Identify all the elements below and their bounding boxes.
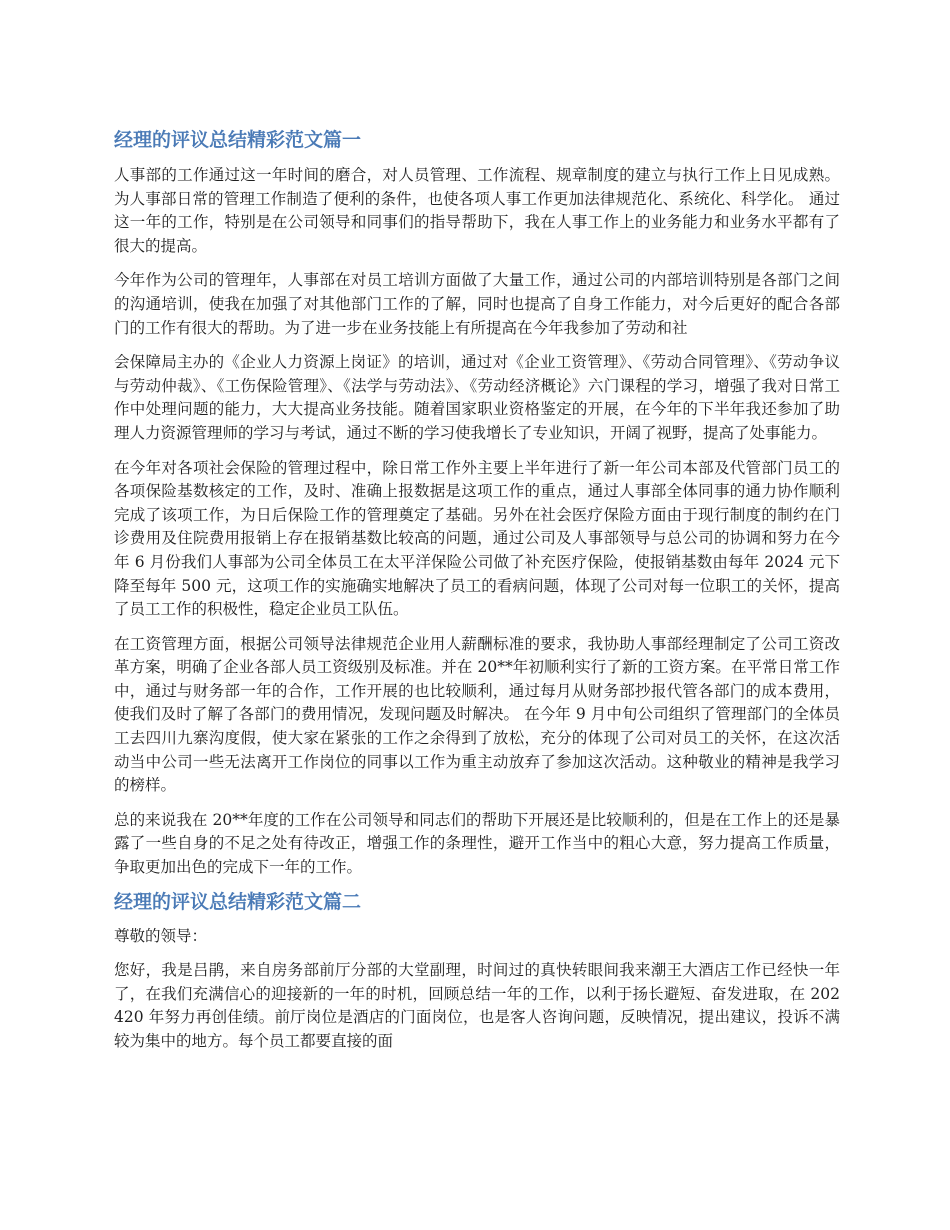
paragraph: 会保障局主办的《企业人力资源上岗证》的培训，通过对《企业工资管理》、《劳动合同管理》、《劳动争议与劳动仲裁》、《工伤保险管理》、《法学与劳动法》、《劳动经济概论》六门课程的学习，增强了我对日常工作中处理问题的能力，大大提高业务技能。随着国家职业资格鉴定的开展，在今年的下半年我还参加了助理人力资源管理师的学习与考试，通过不断的学习使我增长了专业知识，开阔了视野，提高了处事能力。 xyxy=(114,353,840,442)
paragraph: 总的来说我在 20**年度的工作在公司领导和同志们的帮助下开展还是比较顺利的，但是在工作上的还是暴露了一些自身的不足之处有待改正，增强工作的条理性，避开工作当中的粗心大意，努力提高工作质量，争取更加出色的完成下一年的工作。 xyxy=(114,810,840,877)
paragraph: 在今年对各项社会保险的管理过程中，除日常工作外主要上半年进行了新一年公司本部及代管部门员工的各项保险基数核定的工作，及时、准确上报数据是这项工作的重点，通过人事部全体同事的通力协作顺利完成了该项工作，为日后保险工作的管理奠定了基础。另外在社会医疗保险方面由于现行制度的制约在门诊费用及住院费用报销上存在报销基数比较高的问题，通过公司及人事部领导与总公司的协调和努力在今年 6 月份我们人事部为公司全体员工在太平洋保险公司做了补充医疗保险，使报销基数由每年 2024 元下降至每年 500 元，这项工作的实施确实地解决了员工的看病问题，体现了公司对每一位职工的关怀，提高了员工工作的积极性，稳定企业员工队伍。 xyxy=(114,458,840,619)
paragraph: 您好，我是吕鹃，来自房务部前厅分部的大堂副理，时间过的真快转眼间我来潮王大酒店工作已经快一年了，在我们充满信心的迎接新的一年的时机，回顾总结一年的工作，以利于扬长避短、奋发进取，在 202420 年努力再创佳绩。前厅岗位是酒店的门面岗位，也是客人咨询问题，反映情况，提出建议，投诉不满较为集中的地方。每个员工都要直接的面 xyxy=(114,961,840,1050)
paragraph: 今年作为公司的管理年，人事部在对员工培训方面做了大量工作，通过公司的内部培训特别是各部门之间的沟通培训，使我在加强了对其他部门工作的了解，同时也提高了自身工作能力，对今后更好的配合各部门的工作有很大的帮助。为了进一步在业务技能上有所提高在今年我参加了劳动和社 xyxy=(114,271,840,337)
section-heading-1: 经理的评议总结精彩范文篇一 xyxy=(114,129,362,151)
paragraph: 人事部的工作通过这一年时间的磨合，对人员管理、工作流程、规章制度的建立与执行工作上日见成熟。为人事部日常的管理工作制造了便利的条件，也使各项人事工作更加法律规范化、系统化、科学化。 通过这一年的工作，特别是在公司领导和同事们的指导帮助下，我在人事工作上的业务能力和业务水平都有了很大的提高。 xyxy=(114,166,840,255)
document-page xyxy=(114,126,840,1054)
paragraph: 在工资管理方面，根据公司领导法律规范企业用人薪酬标准的要求，我协助人事部经理制定了公司工资改革方案，明确了企业各部人员工资级别及标准。并在 20**年初顺利实行了新的工资方案。在平常日常工作中，通过与财务部一年的合作，工作开展的也比较顺利，通过每月从财务部抄报代管各部门的成本费用，使我们及时了解了各部门的费用情况，发现问题及时解决。 在今年 9 月中旬公司组织了管理部门的全体员工去四川九寨沟度假，使大家在紧张的工作之余得到了放松，充分的体现了公司对员工的关怀，在这次活动当中公司一些无法离开工作岗位的同事以工作为重主动放弃了参加这次活动。这种敬业的精神是我学习的榜样。 xyxy=(114,634,840,795)
section-heading-2: 经理的评议总结精彩范文篇二 xyxy=(114,890,362,913)
greeting-line: 尊敬的领导： xyxy=(114,926,208,945)
